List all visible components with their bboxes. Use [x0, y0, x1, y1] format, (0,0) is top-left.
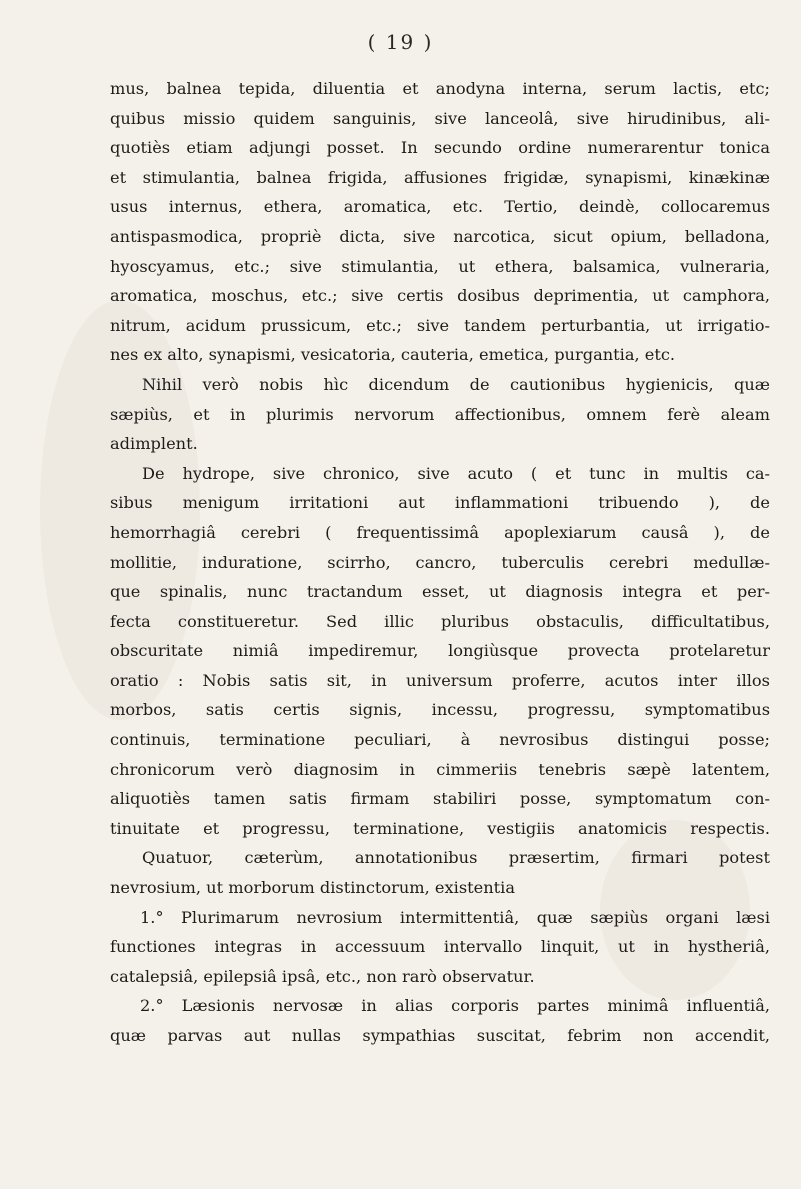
text-line: mus, balnea tepida, diluentia et anodyna interna, serum lactis, etc;	[110, 79, 770, 98]
text-line: Nihil verò nobis hìc dicendum de cautionibus hygienicis, quæ	[142, 374, 770, 394]
text-line: obscuritate nimiâ impediremur, longiùsque provecta protelaretur	[110, 641, 770, 661]
page-number: ( 19 )	[367, 30, 434, 54]
text-line: nevrosium, ut morborum distinctorum, existentia	[110, 878, 515, 898]
text-line: aliquotiès tamen satis firmam stabiliri posse, symptomatum con-	[110, 789, 770, 809]
text-line: adimplent.	[110, 434, 198, 454]
body-text	[110, 74, 770, 1051]
text-line: antispasmodica, propriè dicta, sive narcotica, sicut opium, belladona,	[110, 226, 770, 246]
text-line: sibus menigum irritationi aut inflammationi tribuendo ), de	[110, 493, 770, 513]
text-line: oratio : Nobis satis sit, in universum proferre, acutos inter illos	[110, 670, 770, 690]
text-line: morbos, satis certis signis, incessu, progressu, symptomatibus	[110, 700, 770, 720]
text-line: nes ex alto, synapismi, vesicatoria, cauteria, emetica, purgantia, etc.	[110, 345, 676, 365]
text-line: fecta constitueretur. Sed illic pluribus obstaculis, difficultatibus,	[110, 611, 770, 631]
text-line: usus internus, ethera, aromatica, etc. Tertio, deindè, collocaremus	[110, 197, 770, 217]
text-line: chronicorum verò diagnosim in cimmeriis tenebris sæpè latentem,	[110, 759, 770, 779]
text-line: quibus missio quidem sanguinis, sive lanceolâ, sive hirudinibus, ali-	[110, 108, 770, 128]
text-line: De hydrope, sive chronico, sive acuto ( et tunc in multis ca-	[142, 463, 770, 483]
text-line: hyoscyamus, etc.; sive stimulantia, ut ethera, balsamica, vulneraria,	[110, 256, 770, 276]
text-line: hemorrhagiâ cerebri ( frequentissimâ apoplexiarum causâ ), de	[110, 522, 770, 542]
text-line: sæpiùs, et in plurimis nervorum affectionibus, omnem ferè aleam	[110, 404, 770, 424]
text-line: Quatuor, cæterùm, annotationibus præsertim, firmari potest	[142, 848, 770, 868]
text-line: et stimulantia, balnea frigida, affusiones frigidæ, synapismi, kinækinæ	[110, 167, 770, 187]
text-line: quotiès etiam adjungi posset. In secundo ordine numerarentur tonica	[110, 138, 770, 158]
text-line: mollitie, induratione, scirrho, cancro, tuberculis cerebri medullæ-	[110, 552, 770, 572]
text-line: nitrum, acidum prussicum, etc.; sive tandem perturbantia, ut irrigatio-	[110, 315, 770, 335]
text-line: functiones integras in accessuum intervallo linquit, ut in hystheriâ,	[110, 937, 770, 957]
text-line: que spinalis, nunc tractandum esset, ut diagnosis integra et per-	[110, 582, 770, 602]
text-line: 2.° Læsionis nervosæ in alias corporis partes minimâ influentiâ,	[140, 996, 770, 1016]
text-line: continuis, terminatione peculiari, à nevrosibus distingui posse;	[110, 730, 770, 750]
text-line: 1.° Plurimarum nevrosium intermittentiâ, quæ sæpiùs organi læsi	[140, 907, 770, 927]
text-line: catalepsiâ, epilepsiâ ipsâ, etc., non rarò observatur.	[110, 966, 535, 986]
text-line: aromatica, moschus, etc.; sive certis dosibus deprimentia, ut camphora,	[110, 286, 770, 306]
text-line: tinuitate et progressu, terminatione, vestigiis anatomicis respectis.	[110, 818, 770, 838]
text-line: quæ parvas aut nullas sympathias suscitat, febrim non accendit,	[110, 1026, 770, 1045]
